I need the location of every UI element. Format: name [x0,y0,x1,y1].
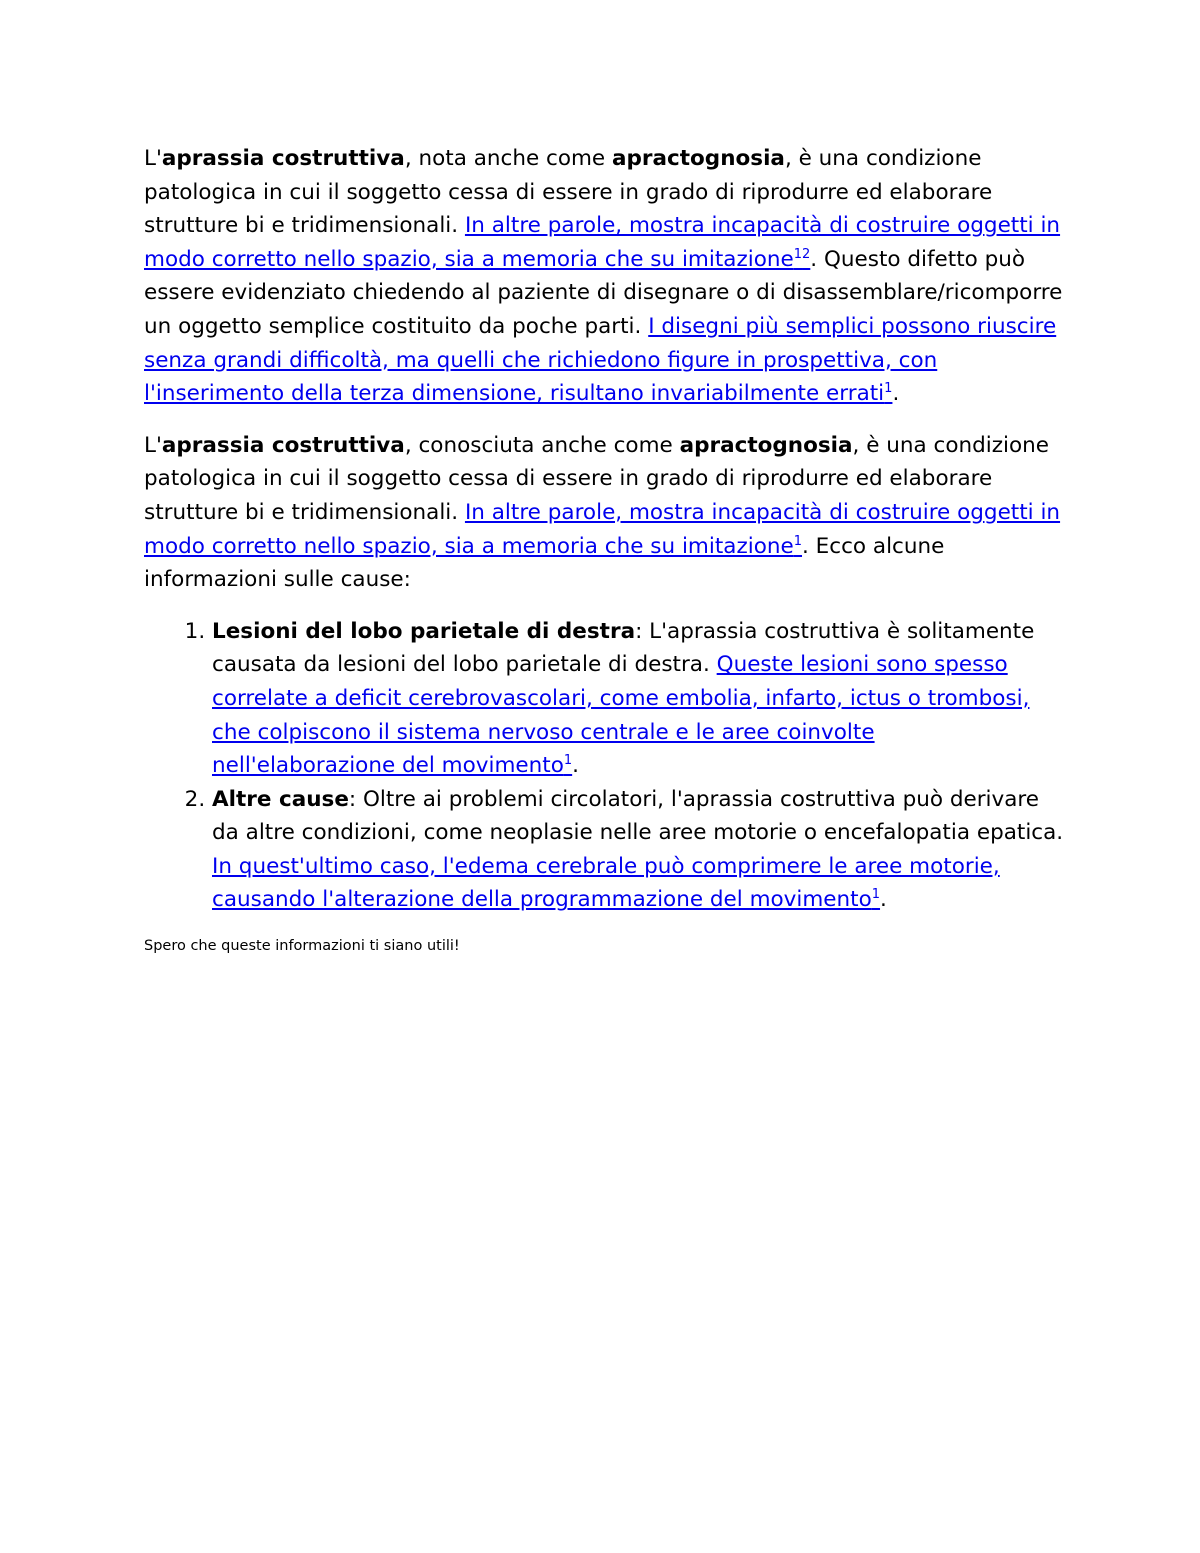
paragraph-text: , è una condizione patologica in cui il soggetto cessa di essere in grado di riprodurre ed elaborare strutture bi e tridimensionali. [144,432,1050,525]
paragraph-text: L' [144,432,162,458]
footnote-ref[interactable]: 1 [563,752,573,768]
list-item-text: Oltre ai problemi circolatori, l'aprassia costruttiva può derivare da altre condizioni, come neoplasie nelle aree motorie o encefalopatia epatica. [212,786,1064,846]
citation-link[interactable]: In altre parole, mostra incapacità di costruire oggetti in modo corretto nello spazio, sia a memoria che su imitazione$^{12}$ [144,213,1061,272]
list-item: 2. Altre cause: Oltre ai problemi circolatori, l'aprassia costruttiva può derivare da altre condizioni, come neoplasie nelle aree motorie o encefalopatia epatica. In quest'ultimo caso, l'edema cerebrale può comprimere le aree motorie, causando l'alterazione della programmazione del movimento$^1$. [212,783,1064,917]
paragraph-text: . Questo difetto può essere evidenziato chiedendo al paziente di disegnare o di disassemblare/ricomporre un oggetto semplice costituito da poche parti. [144,246,1063,339]
list-item-title: Altre cause [212,786,349,812]
bold-term: aprassia costruttiva [161,432,405,458]
document-page [144,142,1064,957]
paragraph-text: , nota anche come [404,146,612,171]
footnote-ref[interactable]: 1 [871,887,881,903]
citation-link[interactable]: In altre parole, mostra incapacità di costruire oggetti in modo corretto nello spazio, sia a memoria che su imitazione$^1$ [144,499,1061,559]
bold-term: aprassia costruttiva [161,146,405,171]
paragraph-2 [144,429,1064,597]
bold-term: apractognosia [612,146,785,171]
footnote-ref[interactable]: 1 [884,381,893,396]
list-item-title: Lesioni del lobo parietale di destra [212,618,636,644]
list-item: 1. Lesioni del lobo parietale di destra: L'aprassia costruttiva è solitamente causata da lesioni del lobo parietale di destra. Queste lesioni sono spesso correlate a deficit cerebrovascolari, come embolia, infarto, ictus o trombosi, che colpiscono il sistema nervoso centrale e le aree coinvolte nell'elaborazione del movimento$^1$. [212,615,1064,783]
paragraph-text: . Ecco alcune informazioni sulle cause: [144,533,945,593]
citation-link[interactable]: In quest'ultimo caso, l'edema cerebrale può comprimere le aree motorie, causando l'alterazione della programmazione del movimento$^1$ [212,853,1000,913]
citation-link[interactable]: Queste lesioni sono spesso correlate a deficit cerebrovascolari, come embolia, infarto, ictus o trombosi, che colpiscono il sistema nervoso centrale e le aree coinvolte nell'elaborazione del movimento$^1$ [212,652,1030,779]
paragraph-text: , è una condizione patologica in cui il soggetto cessa di essere in grado di riprodurre ed elaborare strutture bi e tridimensionali. [144,146,993,239]
paragraph-text: . [892,381,900,407]
paragraph-text: L' [144,146,162,171]
bold-term: apractognosia [679,432,853,458]
footnote-ref[interactable]: 1 [793,533,803,549]
paragraph-1 [144,142,1064,411]
citation-link[interactable]: I disegni più semplici possono riuscire senza grandi difficoltà, ma quelli che richiedono figure in prospettiva, con l'inserimento della terza dimensione, risultano invariabilmente errati$^1$ [144,313,1057,407]
paragraph-text: , conosciuta anche come [404,432,680,458]
list-item-text: L'aprassia costruttiva è solitamente causata da lesioni del lobo parietale di destra. [212,618,1035,678]
footnote-ref[interactable]: 12 [793,246,811,262]
causes-list [144,615,1064,917]
closing-line: Spero che queste informazioni ti siano utili! [144,938,460,955]
